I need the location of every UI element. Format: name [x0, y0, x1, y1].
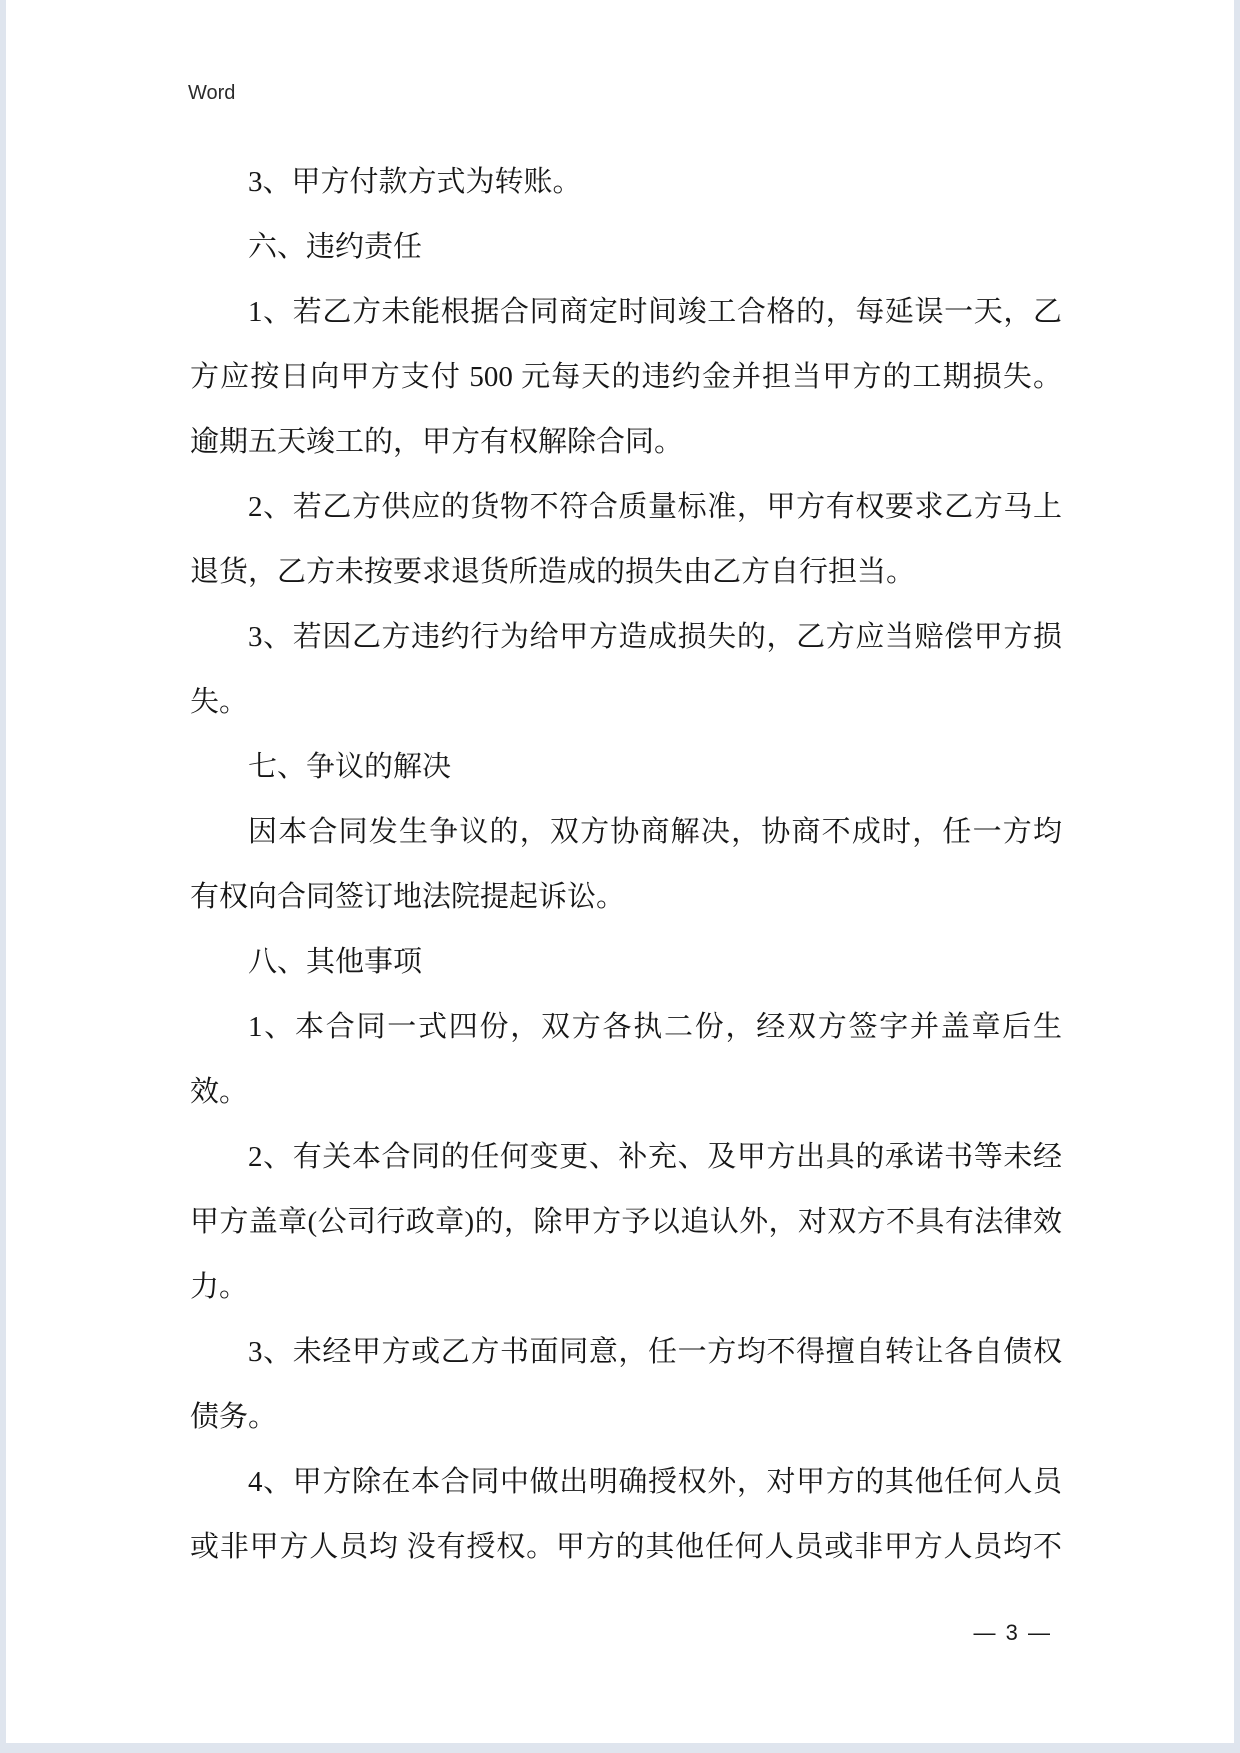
- text-line: 债务。: [190, 1401, 278, 1433]
- text-line: 方应按日向甲方支付 500 元每天的违约金并担当甲方的工期损失。: [190, 361, 1062, 393]
- text-line: 2、有关本合同的任何变更、补充、及甲方出具的承诺书等未经: [248, 1141, 1062, 1173]
- text-line: 逾期五天竣工的，甲方有权解除合同。: [190, 426, 684, 458]
- text-line: 4、甲方除在本合同中做出明确授权外，对甲方的其他任何人员: [248, 1466, 1062, 1498]
- word-header-label: Word: [188, 82, 236, 104]
- text-line: 甲方盖章(公司行政章)的，除甲方予以追认外，对双方不具有法律效: [190, 1206, 1062, 1238]
- text-line: 效。: [190, 1076, 249, 1108]
- text-line: 2、若乙方供应的货物不符合质量标准，甲方有权要求乙方马上: [248, 491, 1062, 523]
- text-line: 退货，乙方未按要求退货所造成的损失由乙方自行担当。: [190, 556, 916, 588]
- text-line: 1、本合同一式四份，双方各执二份，经双方签字并盖章后生: [248, 1011, 1062, 1043]
- text-line: 七、争议的解决: [248, 751, 452, 783]
- text-line: 失。: [190, 686, 249, 718]
- text-line: 1、若乙方未能根据合同商定时间竣工合格的，每延误一天，乙: [248, 296, 1062, 328]
- text-line: 因本合同发生争议的，双方协商解决，协商不成时，任一方均: [248, 816, 1062, 848]
- text-line: 或非甲方人员均 没有授权。甲方的其他任何人员或非甲方人员均不: [190, 1531, 1062, 1563]
- text-line: 3、未经甲方或乙方书面同意，任一方均不得擅自转让各自债权: [248, 1336, 1062, 1368]
- document-page: [6, 0, 1234, 1743]
- text-line: 八、其他事项: [248, 946, 423, 978]
- text-line: 3、甲方付款方式为转账。: [248, 166, 582, 198]
- document-body: [190, 150, 1062, 1580]
- text-line: 有权向合同签订地法院提起诉讼。: [190, 881, 626, 913]
- page-number: — 3 —: [973, 1620, 1052, 1645]
- text-line: 3、若因乙方违约行为给甲方造成损失的，乙方应当赔偿甲方损: [248, 621, 1062, 653]
- text-line: 六、违约责任: [248, 231, 423, 263]
- text-line: 力。: [190, 1271, 249, 1303]
